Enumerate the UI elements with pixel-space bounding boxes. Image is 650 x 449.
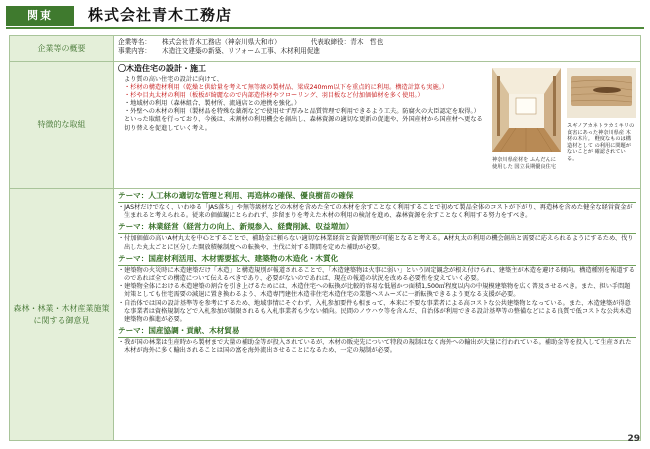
theme-bullet: ・建築物の火災時に木造建築だけ「木造」と構造規別が報道されることで、「木造建築物は火事に弱い」という固定観念が根え付けられ、建築主が木造を避ける傾向。構造種別を報道するのであれば全ての構造について伝えるべきであり、必要がないのであれば、現在の報道の状況を改める必要性を変えていく必要。: [118, 266, 635, 282]
theme-bullet: ・JAS材だけでなく、いわゆる「JAS落ち」や無等級材などの木材を含めた全ての木材を余すことなく利用することで初めて製品全体のコストが下がり、再造林を含めた健全な経営資金が生まれると考えられる。従来の価値観にとらわれず、歩留まりを考えた木材の利用の検討を進め、森林資源を余すことなく利用する努力をすべき。: [118, 204, 633, 220]
tokucho-item-maruta: ・杉や目丸太材の利用（板板が綺麗なので内部造作材やフローリング、羽目板など付加価値材を多く使用。）: [124, 91, 424, 99]
theme-bullet: ・我が国の林業は生産時から製材まで大量の補助金等が投入されているが、木材の販売先について特段の規制はなく海外への輸出が大量に行われている。補助金等を投入して生産された木材が海外に多く輸出されることは国の富を海外流出させることになるため、一定の規制が必要。: [118, 339, 632, 355]
page-number: 29: [627, 434, 640, 445]
slide-header: [6, 5, 644, 29]
overview-row: [10, 36, 641, 62]
theme-heading: テーマ：国産材利活用、木材需要拡大、建築物の木造化・木質化: [118, 254, 636, 266]
tokucho-item-sugi: ・杉材の構造材利用（乾燥と供給量を考えて無等級の製材品、梁成240mm以下を重点的に利用。構造計算も実施。）: [124, 83, 448, 91]
interior-photo: [492, 68, 561, 152]
overview-content: [114, 36, 641, 62]
overview-label: 企業等の概要: [10, 36, 114, 62]
tokucho-row: [10, 62, 641, 189]
wood-sample-caption: スギノアカネトラカミキリの 食害にあった神奈川県産 木材の木片。 軽度なものは構造材として の利用に問題がないことが 確認されている。: [567, 123, 635, 162]
tokucho-intro: より質の高い住宅の設計に向けて、: [124, 75, 223, 83]
tokucho-outro: といった取組を行っており、今後は、未割材の利用機会を創出し、森林資源の適切な更新の促進や、外国産材から国産材へ更なる切り替えを促進していく考え。: [124, 116, 483, 132]
theme-section: [118, 254, 636, 324]
wood-sample-photo: [567, 68, 636, 118]
region-badge: 関東: [6, 6, 74, 26]
goiken-label: 森林・林業・木材産業施策に関する御意見: [10, 189, 114, 441]
tokucho-title: 〇木造住宅の設計・施工: [118, 64, 206, 73]
theme-section: [118, 326, 636, 355]
tokucho-item-chiiki: ・地域材の利用（森林組合、製材所、流通店との連携を強化。）: [124, 100, 301, 108]
theme-section: [118, 191, 636, 220]
theme-heading: テーマ：人工林の適切な管理と利用、再造林の確保、優良樹苗の確保: [118, 191, 636, 203]
interior-photo-caption: 神奈川県産材を ふんだんに使用した 国立長期優良住宅: [492, 157, 556, 170]
theme-heading: テーマ：国産協調・貢献、木材貿易: [118, 326, 636, 338]
tokucho-label: 特徴的な取組: [10, 62, 114, 189]
profile-table: [9, 35, 641, 441]
goiken-content: [114, 189, 641, 441]
company-title: 株式会社青木工務店: [88, 6, 233, 25]
tokucho-item-gaiheki: ・外壁への木材の利用（製材品を特殊な薬剤などで使用せず厚みと品質管理で利用できるよう工夫。防腐火の大臣認定を取得。）: [124, 108, 480, 116]
company-name-key: 企業等名：: [118, 38, 151, 46]
representative-value: 青木 哲也: [350, 38, 384, 46]
representative-key: 代表取締役：: [310, 38, 351, 46]
theme-bullet: ・自治体では国の設計基準等を参考にするため、地域事情にそぐわず、入札参加要件も相まって、本来に不要な事業者による高コストな公共建築物となっている。また、木造建築が得意な事業者は資格規制などで入札参加が制限されるも入札事業者も少ない傾向。民間のノウハウ等を含んだ、自治体が利用できる設計基準等の整備などによる良質で低コストな公共木造建築物の推進が必要。: [118, 299, 632, 323]
theme-bullet: ・付加価値の高いA材丸太を中心とすることで、補助金に頼らない適切な林業経営と資源管理が可能となると考える。A材丸太の利用の機会創出と需要に応えられるようにするため、伐り出した丸太ごとに区分した開放積極制度への転換や、主伐に対する期間を定めた補助が必要。: [118, 235, 634, 251]
goiken-row: [10, 189, 641, 441]
company-name-value: 株式会社青木工務店（神奈川県大和市）: [162, 38, 281, 46]
theme-bullet: ・建築物全体における木造建築の割合を引き上げるためには、木造住宅への転換が比較的容易な低層かつ面積1,500㎡程度以内の中規模建築物を広く普及させるべき。また、担い手問題対策としても住宅需要の減退に置き換わるよう、木造専門建住木造非住宅木造住宅の業態へスムーズに一新転換できるよう更なる支援が必要。: [118, 283, 631, 299]
tokucho-content: [114, 62, 641, 189]
theme-section: [118, 222, 636, 251]
theme-heading: テーマ：林業経営（経営力の向上、新規参入、経費削減、収益増加）: [118, 222, 636, 234]
business-value: 木造注文建築の新築、リフォーム工事、木材利用促進: [162, 46, 320, 55]
business-key: 事業内容：: [118, 46, 151, 55]
